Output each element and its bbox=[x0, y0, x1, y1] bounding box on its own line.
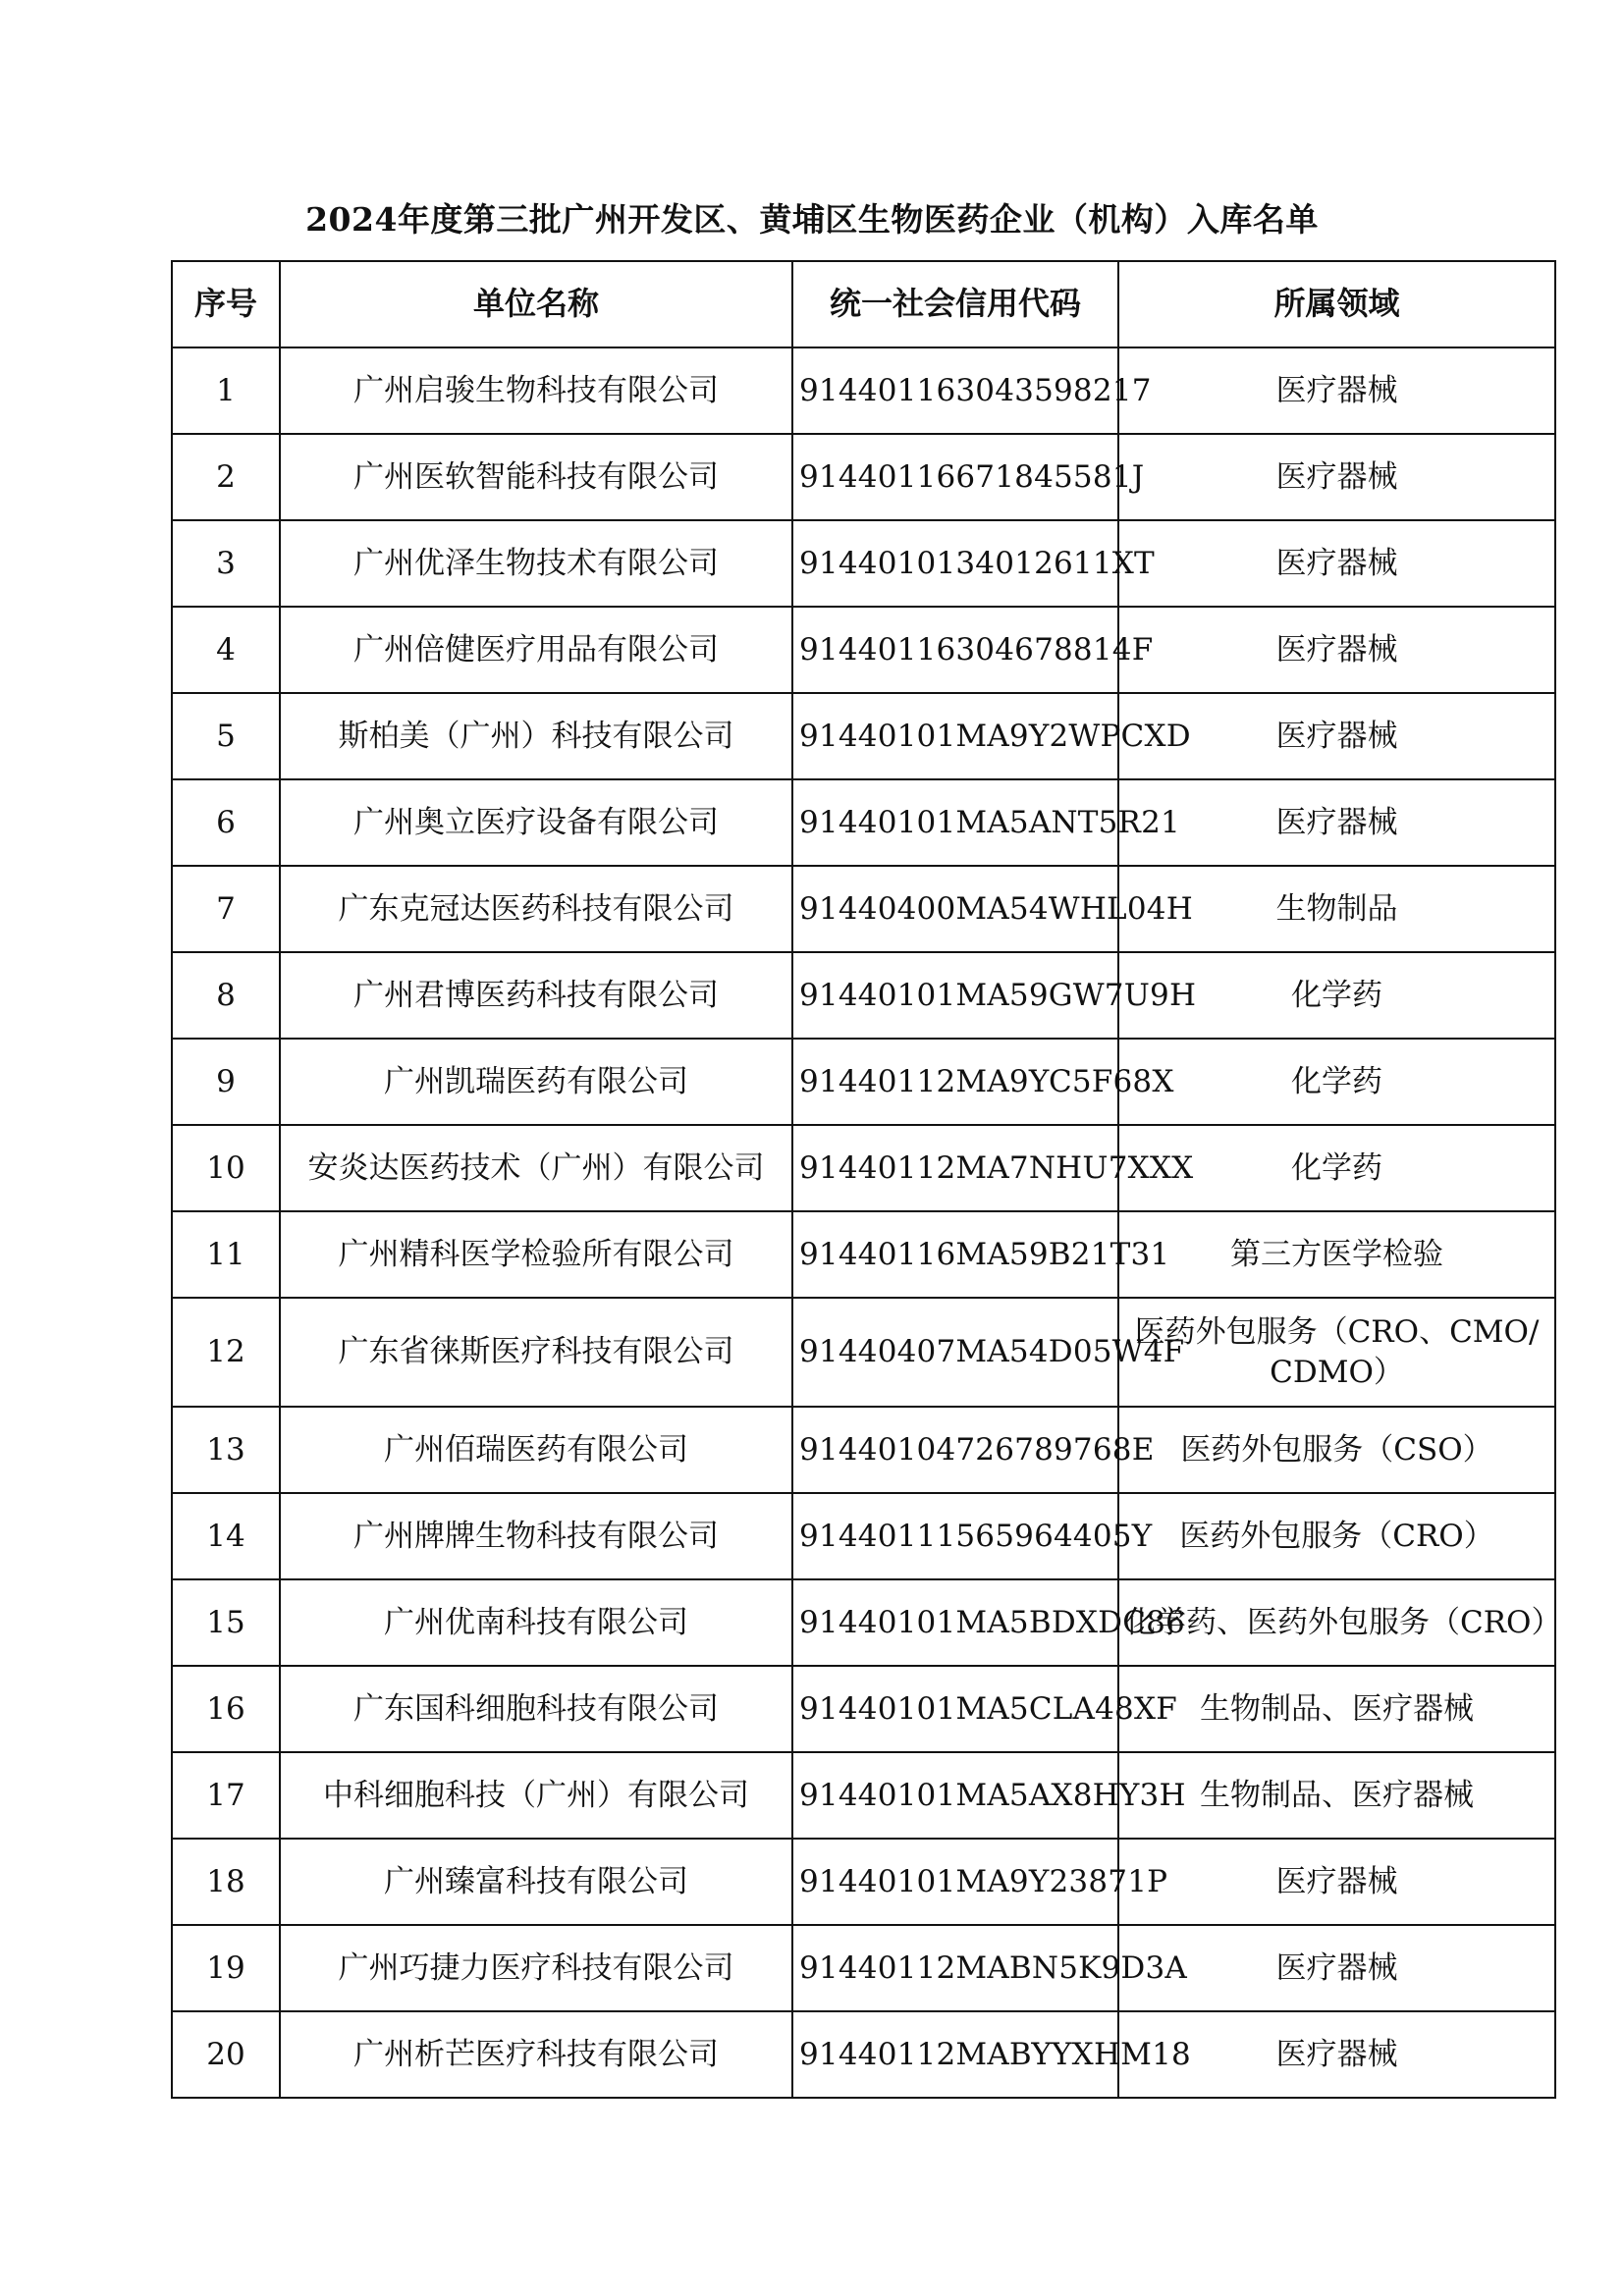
cell-serial-number: 14 bbox=[172, 1493, 280, 1579]
cell-credit-code: 914401163043598217 bbox=[792, 347, 1118, 434]
table-row bbox=[172, 1407, 1555, 1493]
cell-credit-code: 91440101MA9Y2WPCXD bbox=[792, 693, 1118, 779]
cell-unit-name: 广州奥立医疗设备有限公司 bbox=[280, 779, 792, 866]
cell-serial-number: 11 bbox=[172, 1211, 280, 1298]
cell-unit-name: 广州凯瑞医药有限公司 bbox=[280, 1039, 792, 1125]
cell-unit-name: 广州牌牌生物科技有限公司 bbox=[280, 1493, 792, 1579]
cell-field: 生物制品、医疗器械 bbox=[1118, 1752, 1555, 1839]
cell-credit-code: 91440112MA7NHU7XXX bbox=[792, 1125, 1118, 1211]
cell-credit-code: 91440407MA54D05W4F bbox=[792, 1298, 1118, 1407]
cell-field: 化学药 bbox=[1118, 1125, 1555, 1211]
cell-credit-code: 91440400MA54WHL04H bbox=[792, 866, 1118, 952]
table-row bbox=[172, 607, 1555, 693]
cell-serial-number: 16 bbox=[172, 1666, 280, 1752]
cell-credit-code: 91440101MA5BDXDC86 bbox=[792, 1579, 1118, 1666]
header-field: 所属领域 bbox=[1118, 261, 1555, 347]
cell-unit-name: 广州析芒医疗科技有限公司 bbox=[280, 2011, 792, 2098]
cell-field: 医疗器械 bbox=[1118, 1839, 1555, 1925]
table-row bbox=[172, 1211, 1555, 1298]
cell-serial-number: 6 bbox=[172, 779, 280, 866]
cell-serial-number: 5 bbox=[172, 693, 280, 779]
cell-field: 医疗器械 bbox=[1118, 520, 1555, 607]
table-row bbox=[172, 520, 1555, 607]
cell-field: 医药外包服务（CRO） bbox=[1118, 1493, 1555, 1579]
cell-serial-number: 15 bbox=[172, 1579, 280, 1666]
cell-field: 化学药、医药外包服务（CRO） bbox=[1118, 1579, 1555, 1666]
cell-serial-number: 20 bbox=[172, 2011, 280, 2098]
header-credit-code: 统一社会信用代码 bbox=[792, 261, 1118, 347]
cell-serial-number: 13 bbox=[172, 1407, 280, 1493]
cell-serial-number: 8 bbox=[172, 952, 280, 1039]
cell-credit-code: 91440116304678814F bbox=[792, 607, 1118, 693]
cell-credit-code: 91440101MA5ANT5R21 bbox=[792, 779, 1118, 866]
cell-credit-code: 91440101MA59GW7U9H bbox=[792, 952, 1118, 1039]
header-serial-number: 序号 bbox=[172, 261, 280, 347]
page-title: 2024年度第三批广州开发区、黄埔区生物医药企业（机构）入库名单 bbox=[305, 200, 1319, 239]
cell-serial-number: 19 bbox=[172, 1925, 280, 2011]
cell-unit-name: 广州医软智能科技有限公司 bbox=[280, 434, 792, 520]
cell-credit-code: 91440116MA59B21T31 bbox=[792, 1211, 1118, 1298]
cell-unit-name: 中科细胞科技（广州）有限公司 bbox=[280, 1752, 792, 1839]
table-row bbox=[172, 693, 1555, 779]
table-row bbox=[172, 1925, 1555, 2011]
enterprise-table bbox=[171, 260, 1562, 2099]
cell-field: 生物制品、医疗器械 bbox=[1118, 1666, 1555, 1752]
table-row bbox=[172, 434, 1555, 520]
cell-field: 医疗器械 bbox=[1118, 434, 1555, 520]
table-row bbox=[172, 347, 1555, 434]
table-row bbox=[172, 1125, 1555, 1211]
cell-field: 生物制品 bbox=[1118, 866, 1555, 952]
cell-serial-number: 3 bbox=[172, 520, 280, 607]
cell-unit-name: 安炎达医药技术（广州）有限公司 bbox=[280, 1125, 792, 1211]
cell-unit-name: 广东国科细胞科技有限公司 bbox=[280, 1666, 792, 1752]
cell-credit-code: 91440116671845581J bbox=[792, 434, 1118, 520]
cell-serial-number: 4 bbox=[172, 607, 280, 693]
cell-serial-number: 7 bbox=[172, 866, 280, 952]
cell-unit-name: 广州巧捷力医疗科技有限公司 bbox=[280, 1925, 792, 2011]
table-row bbox=[172, 2011, 1555, 2098]
cell-serial-number: 12 bbox=[172, 1298, 280, 1407]
cell-unit-name: 广州倍健医疗用品有限公司 bbox=[280, 607, 792, 693]
cell-unit-name: 斯柏美（广州）科技有限公司 bbox=[280, 693, 792, 779]
cell-unit-name: 广州启骏生物科技有限公司 bbox=[280, 347, 792, 434]
table-row bbox=[172, 1666, 1555, 1752]
table-header-row bbox=[172, 261, 1555, 347]
cell-credit-code: 91440104726789768E bbox=[792, 1407, 1118, 1493]
table-row bbox=[172, 952, 1555, 1039]
cell-credit-code: 91440101MA5CLA48XF bbox=[792, 1666, 1118, 1752]
cell-unit-name: 广东克冠达医药科技有限公司 bbox=[280, 866, 792, 952]
header-unit-name: 单位名称 bbox=[280, 261, 792, 347]
cell-field: 医药外包服务（CSO） bbox=[1118, 1407, 1555, 1493]
cell-serial-number: 10 bbox=[172, 1125, 280, 1211]
cell-field: 第三方医学检验 bbox=[1118, 1211, 1555, 1298]
cell-unit-name: 广州佰瑞医药有限公司 bbox=[280, 1407, 792, 1493]
table-row bbox=[172, 779, 1555, 866]
cell-credit-code: 9144010134012611XT bbox=[792, 520, 1118, 607]
cell-field: 医疗器械 bbox=[1118, 779, 1555, 866]
table-row bbox=[172, 1839, 1555, 1925]
cell-serial-number: 1 bbox=[172, 347, 280, 434]
cell-unit-name: 广东省徕斯医疗科技有限公司 bbox=[280, 1298, 792, 1407]
table-row bbox=[172, 1579, 1555, 1666]
cell-credit-code: 91440101MA5AX8HY3H bbox=[792, 1752, 1118, 1839]
cell-credit-code: 91440111565964405Y bbox=[792, 1493, 1118, 1579]
cell-field: 医药外包服务（CRO、CMO/CDMO） bbox=[1118, 1298, 1555, 1407]
cell-field: 医疗器械 bbox=[1118, 1925, 1555, 2011]
table-row bbox=[172, 1493, 1555, 1579]
cell-unit-name: 广州臻富科技有限公司 bbox=[280, 1839, 792, 1925]
cell-credit-code: 91440112MA9YC5F68X bbox=[792, 1039, 1118, 1125]
cell-field: 医疗器械 bbox=[1118, 347, 1555, 434]
cell-credit-code: 91440112MABN5K9D3A bbox=[792, 1925, 1118, 2011]
table-row bbox=[172, 866, 1555, 952]
cell-serial-number: 17 bbox=[172, 1752, 280, 1839]
cell-field: 化学药 bbox=[1118, 952, 1555, 1039]
cell-field: 医疗器械 bbox=[1118, 2011, 1555, 2098]
cell-serial-number: 9 bbox=[172, 1039, 280, 1125]
cell-unit-name: 广州君博医药科技有限公司 bbox=[280, 952, 792, 1039]
cell-field: 化学药 bbox=[1118, 1039, 1555, 1125]
cell-serial-number: 18 bbox=[172, 1839, 280, 1925]
cell-credit-code: 91440112MABYYXHM18 bbox=[792, 2011, 1118, 2098]
table-row bbox=[172, 1752, 1555, 1839]
cell-unit-name: 广州优南科技有限公司 bbox=[280, 1579, 792, 1666]
cell-unit-name: 广州精科医学检验所有限公司 bbox=[280, 1211, 792, 1298]
table-row bbox=[172, 1039, 1555, 1125]
cell-serial-number: 2 bbox=[172, 434, 280, 520]
cell-field: 医疗器械 bbox=[1118, 607, 1555, 693]
cell-unit-name: 广州优泽生物技术有限公司 bbox=[280, 520, 792, 607]
table-row bbox=[172, 1298, 1555, 1407]
cell-field: 医疗器械 bbox=[1118, 693, 1555, 779]
cell-credit-code: 91440101MA9Y23871P bbox=[792, 1839, 1118, 1925]
